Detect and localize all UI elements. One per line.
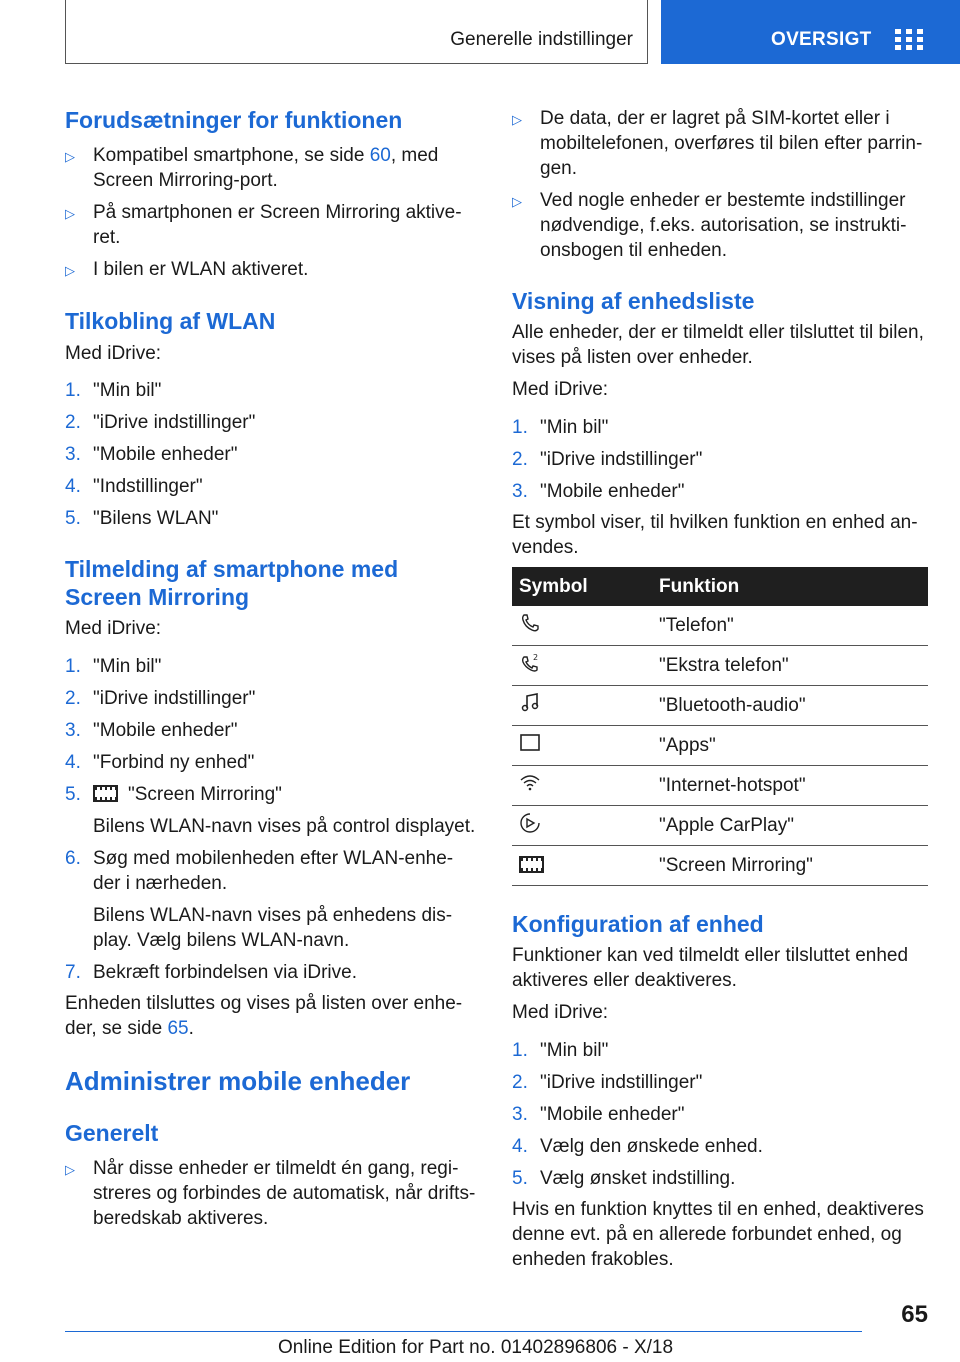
table-row (512, 846, 928, 886)
page-link-60[interactable]: 60 (369, 145, 391, 166)
list-item: 2. "iDrive indstillinger" (512, 1072, 703, 1093)
register-steps (65, 654, 477, 985)
list-item: 2. "iDrive indstillinger" (65, 688, 256, 709)
table-row (512, 726, 928, 766)
column-header-function: Funktion (651, 567, 928, 606)
register-intro: Med iDrive: (65, 618, 162, 639)
extra-phone-icon (519, 652, 541, 674)
wlan-steps (65, 378, 477, 531)
list-item: 6. Søg med mobilenheden efter WLAN-enhe- der i nærheden. Bilens WLAN-navn vises på enhedens dis- play. Vælg bilens WLAN-navn. (65, 848, 454, 951)
section-title: Generelle indstillinger (450, 29, 633, 50)
grid-icon (895, 29, 923, 51)
list-item: 5. "Bilens WLAN" (65, 508, 219, 529)
right-column (512, 100, 928, 1272)
list-item: 1. "Min bil" (65, 656, 162, 677)
list-item: 1. "Min bil" (65, 380, 162, 401)
admin-bullet: ▷ Når disse enheder er tilmeldt én gang, regi- streres og forbindes de automatisk, når drifts- beredskab aktiveres. (65, 1158, 476, 1229)
prereq-text: , med (390, 145, 439, 166)
function-label: "Telefon" (651, 606, 928, 646)
list-item: 4. Vælg den ønskede enhed. (512, 1136, 763, 1157)
prereq-bullet (65, 257, 477, 283)
apps-square-icon (519, 732, 541, 754)
config-intro: Funktioner kan ved tilmeldt eller tilsluttet enhed aktiveres eller deaktiveres. (512, 945, 909, 991)
screen-mirroring-icon (519, 856, 544, 873)
phone-icon (519, 612, 541, 634)
list-item: 1. "Min bil" (512, 1040, 609, 1061)
list-item: 3. "Mobile enheder" (512, 1104, 685, 1125)
prereq-bullet (65, 200, 477, 250)
config-outro: Hvis en funktion knyttes til en enhed, deaktiveres denne evt. på en allerede forbundet enhed, og enheden frakobles. (512, 1199, 924, 1270)
table-row (512, 606, 928, 646)
list-item: 2. "iDrive indstillinger" (512, 449, 703, 470)
triangle-bullet-icon: ▷ (65, 1162, 75, 1177)
table-row (512, 686, 928, 726)
triangle-bullet-icon: ▷ (65, 206, 75, 221)
prereq-bullet (65, 143, 477, 193)
list-item: 1. "Min bil" (512, 417, 609, 438)
device-list-heading: Visning af enhedsliste (512, 288, 755, 314)
list-item: 5. Vælg ønsket indstilling. (512, 1168, 736, 1189)
wlan-intro: Med iDrive: (65, 343, 162, 364)
left-column (65, 100, 477, 1231)
prereq-heading: Forudsætninger for funktionen (65, 107, 403, 133)
list-item: 3. "Mobile enheder" (512, 481, 685, 502)
wifi-icon (519, 772, 541, 794)
device-list-idrive: Med iDrive: (512, 379, 609, 400)
table-row (512, 806, 928, 846)
overview-label: OVERSIGT (771, 29, 872, 50)
page-number: 65 (901, 1301, 928, 1328)
function-label: "Screen Mirroring" (651, 846, 928, 886)
info-bullet: ▷ Ved nogle enheder er bestemte indstillinger nødvendige, f.eks. autorisation, se instrukti- onsbogen til enheden. (512, 190, 907, 261)
svg-text:2: 2 (533, 652, 539, 662)
triangle-bullet-icon: ▷ (65, 263, 75, 278)
prereq-text: ret. (93, 227, 121, 248)
carplay-icon (519, 812, 541, 834)
register-outro: Enheden tilsluttes og vises på listen over enhe- der, se side 65. (65, 993, 463, 1039)
edition-footer: Online Edition for Part no. 01402896806 - X/18 (278, 1337, 674, 1358)
admin-heading: Administrer mobile enheder (65, 1066, 411, 1096)
device-list-intro: Alle enheder, der er tilmeldt eller tilsluttet til bilen, vises på listen over enheder. (512, 322, 924, 368)
list-item: 2. "iDrive indstillinger" (65, 412, 256, 433)
list-item: 3. "Mobile enheder" (65, 720, 238, 741)
triangle-bullet-icon: ▷ (512, 112, 522, 127)
symbol-table (512, 567, 928, 886)
general-subheading: Generelt (65, 1120, 159, 1146)
column-header-symbol: Symbol (512, 567, 651, 606)
prereq-text: Screen Mirroring-port. (93, 170, 278, 191)
table-header-row (512, 567, 928, 606)
screen-mirroring-icon (93, 785, 118, 802)
triangle-bullet-icon: ▷ (65, 149, 75, 164)
list-item: 4. "Indstillinger" (65, 476, 203, 497)
config-heading: Konfiguration af enhed (512, 911, 764, 937)
footer-divider (65, 1331, 862, 1332)
section-tab[interactable] (65, 0, 648, 64)
function-label: "Bluetooth-audio" (651, 686, 928, 726)
function-label: "Ekstra telefon" (651, 646, 928, 686)
register-heading: Tilmelding af smartphone med Screen Mirroring (65, 556, 399, 610)
list-item: 4. "Forbind ny enhed" (65, 752, 255, 773)
device-list-steps (512, 415, 928, 504)
symbol-intro: Et symbol viser, til hvilken funktion en enhed an- vendes. (512, 512, 918, 558)
list-item: 5. "Screen Mirroring" Bilens WLAN-navn vises på control displayet. (65, 784, 476, 837)
page-link-65[interactable]: 65 (167, 1018, 189, 1039)
list-item: 3. "Mobile enheder" (65, 444, 238, 465)
prereq-text: På smartphonen er Screen Mirroring aktive- (93, 202, 462, 223)
list-item: 7. Bekræft forbindelsen via iDrive. (65, 962, 357, 983)
function-label: "Internet-hotspot" (651, 766, 928, 806)
function-label: "Apps" (651, 726, 928, 766)
config-idrive: Med iDrive: (512, 1002, 609, 1023)
triangle-bullet-icon: ▷ (512, 194, 522, 209)
wlan-heading: Tilkobling af WLAN (65, 308, 276, 334)
prereq-text: Kompatibel smartphone, se side (93, 145, 370, 166)
table-row (512, 646, 928, 686)
prereq-text: I bilen er WLAN aktiveret. (93, 259, 309, 280)
overview-button[interactable] (661, 0, 960, 64)
music-note-icon (519, 692, 541, 714)
table-row (512, 766, 928, 806)
function-label: "Apple CarPlay" (651, 806, 928, 846)
info-bullet: ▷ De data, der er lagret på SIM-kortet eller i mobiltelefonen, overføres til bilen efter parrin- gen. (512, 108, 923, 179)
config-steps (512, 1038, 928, 1191)
